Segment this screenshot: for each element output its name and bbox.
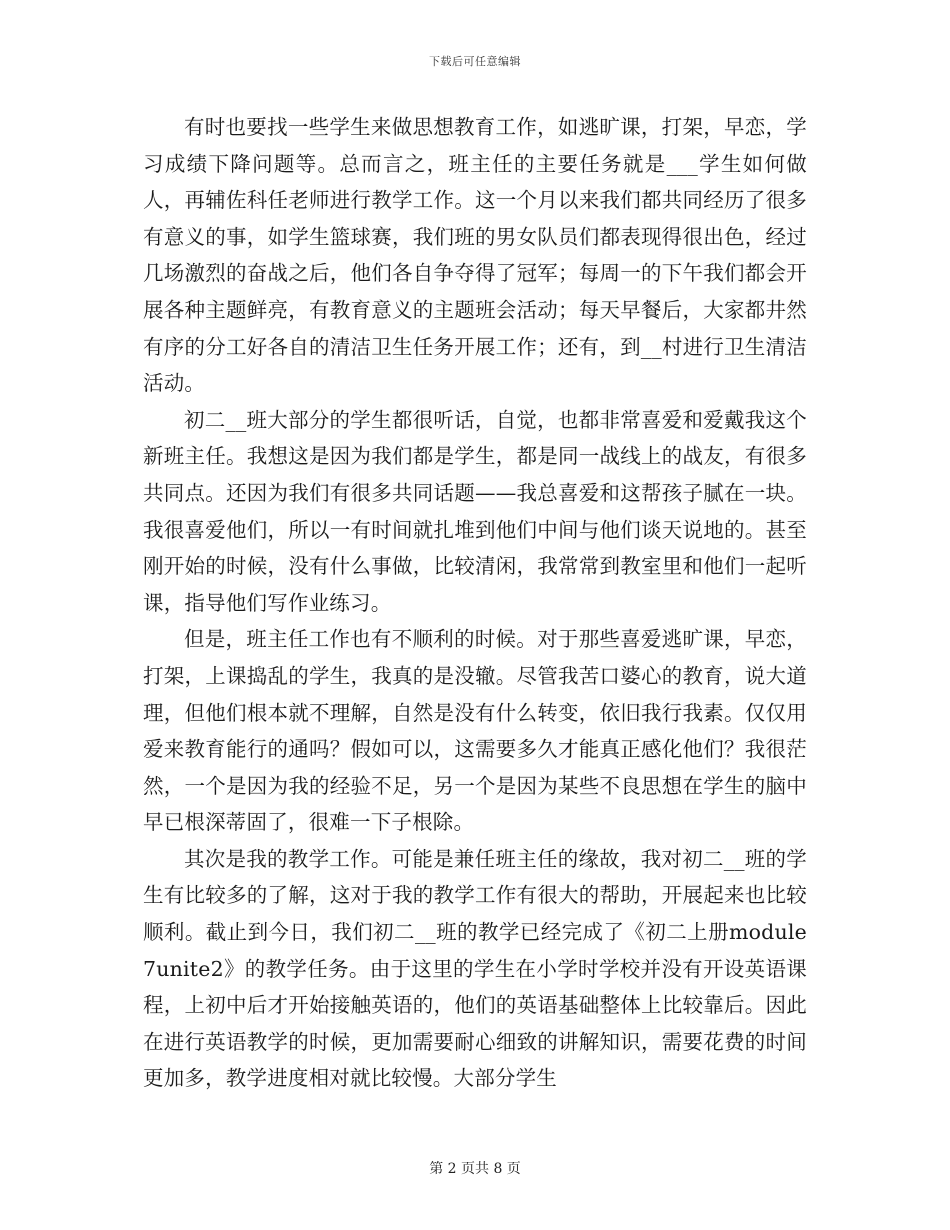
page-number: 第 2 页共 8 页 [429,1161,521,1177]
paragraph-1: 有时也要找一些学生来做思想教育工作，如逃旷课，打架，早恋，学习成绩下降问题等。总而言之，班主任的主要任务就是___学生如何做人，再辅佐科任老师进行教学工作。这一个月以来我们都共同经历了很多有意义的事，如学生篮球赛，我们班的男女队员们都表现得很出色，经过几场激烈的奋战之后，他们各自争夺得了冠军；每周一的下午我们都会开展各种主题鲜亮，有教育意义的主题班会活动；每天早餐后，大家都井然有序的分工好各自的清洁卫生任务开展工作；还有，到__村进行卫生清洁活动。 [143,115,807,396]
paragraph-4: 其次是我的教学工作。可能是兼任班主任的缘故，我对初二__班的学生有比较多的了解，这对于我的教学工作有很大的帮助，开展起来也比较顺利。截止到今日，我们初二__班的教学已经完成了《初二上册module7unite2》的教学任务。由于这里的学生在小学时学校并没有开设英语课程，上初中后才开始接触英语的，他们的英语基础整体上比较靠后。因此在进行英语教学的时候，更加需要耐心细致的讲解知识，需要花费的时间更加多，教学进度相对就比较慢。大部分学生 [143,846,807,1091]
document-body [143,109,807,1097]
paragraph-3: 但是，班主任工作也有不顺利的时候。对于那些喜爱逃旷课，早恋，打架，上课捣乱的学生，我真的是没辙。尽管我苦口婆心的教育，说大道理，但他们根本就不理解，自然是没有什么转变，依旧我行我素。仅仅用爱来教育能行的通吗？假如可以，这需要多久才能真正感化他们？我很茫然，一个是因为我的经验不足，另一个是因为某些不良思想在学生的脑中早已根深蒂固了，很难一下子根除。 [143,627,807,835]
page-header: 下载后可任意编辑 [429,55,521,68]
paragraph-2: 初二__班大部分的学生都很听话，自觉，也都非常喜爱和爱戴我这个新班主任。我想这是因为我们都是学生，都是同一战线上的战友，有很多共同点。还因为我们有很多共同话题——我总喜爱和这帮孩子腻在一块。我很喜爱他们，所以一有时间就扎堆到他们中间与他们谈天说地的。甚至刚开始的时候，没有什么事做，比较清闲，我常常到教室里和他们一起听课，指导他们写作业练习。 [143,407,807,615]
